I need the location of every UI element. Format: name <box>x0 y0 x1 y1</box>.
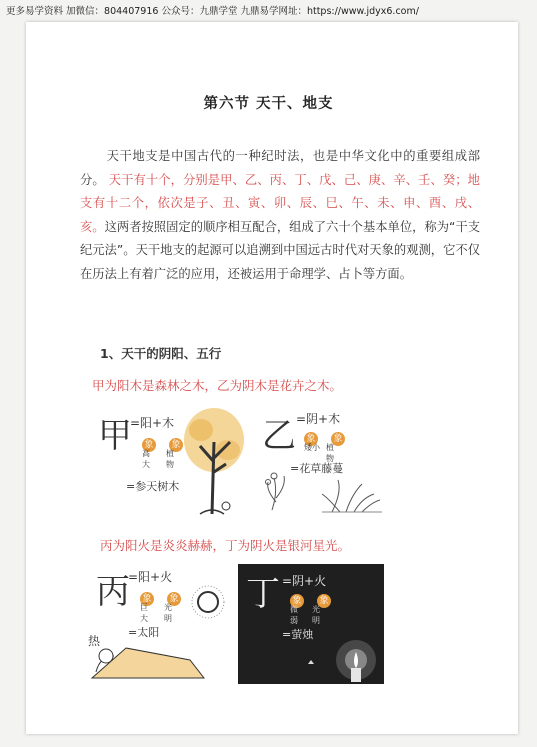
ding-sub2: 光明 <box>312 605 320 625</box>
bing-eq1: =阳+火 <box>128 570 173 584</box>
yi-eq1: =阴+木 <box>296 412 341 426</box>
illustration-jia <box>96 402 256 522</box>
ding-eq1: =阴+火 <box>282 574 327 588</box>
tag-xiang-1: 象 <box>142 438 156 452</box>
yi-sub1: 矮小 <box>304 443 320 452</box>
jia-eq2: =参天树木 <box>126 480 180 493</box>
tag-xiang-5: 象 <box>140 592 154 606</box>
jia-sub2: 植物 <box>166 449 174 469</box>
section-title: 第六节 天干、地支 <box>203 96 334 112</box>
char-bing: 丙 <box>96 572 130 612</box>
jia-sub1: 高大 <box>142 449 150 469</box>
intro-sentence-3: 这两者按照固定的顺序相互配合，组成了六十个基本单位，称为“干支纪元法”。天干地支的起源可以追溯到中国远古时代对天象的观测，它不仅在历法上有着广泛的应用，还被运用于命理学、占卜等方面。 <box>80 219 480 281</box>
yi-eq2: =花草藤蔓 <box>290 462 344 475</box>
yi-sub2: 植物 <box>326 443 334 463</box>
ding-eq2: =萤烛 <box>282 628 314 641</box>
char-jia: 甲 <box>98 416 132 456</box>
bing-sub2: 光明 <box>164 603 172 623</box>
jia-eq1: =阳+木 <box>130 416 175 430</box>
illustration-bing <box>86 560 234 684</box>
illustration-ding <box>238 564 384 684</box>
bing-re: 热 <box>88 634 101 648</box>
tag-xiang-8: 象 <box>317 594 331 608</box>
caption-jia-yi: 甲为阳木是森林之木，乙为阴木是花卉之木。 <box>92 378 343 393</box>
intro-sentence-1: 天干地支是中国古代的一种纪时法，也是中华文化中的重要组成部分。 <box>80 149 480 187</box>
bing-sub1: 巨大 <box>140 603 148 623</box>
ding-sub1: 微弱 <box>290 605 298 625</box>
tag-xiang-2: 象 <box>169 438 183 452</box>
tag-xiang-4: 象 <box>331 432 345 446</box>
tag-xiang-6: 象 <box>167 592 181 606</box>
intro-paragraph <box>80 145 480 286</box>
subsection-heading: 1、天干的阴阳、五行 <box>100 346 222 361</box>
tag-xiang-7: 象 <box>290 594 304 608</box>
char-yi: 乙 <box>262 416 296 456</box>
header-watermark: 更多易学资料 加微信：804407916 公众号：九鼎学堂 九鼎易学网址：https://www.jdyx6.com/ <box>6 6 419 17</box>
illustration-yi <box>262 402 392 522</box>
char-ding: 丁 <box>246 574 280 614</box>
intro-highlight: 天干有十个，分别是甲、乙、丙、丁、戊、己、庚、辛、壬、癸；地支有十二个，依次是子、丑、寅、卯、辰、巳、午、未、申、酉、戌、亥。 <box>80 172 480 234</box>
tag-xiang-3: 象 <box>304 432 318 446</box>
bing-eq2: =太阳 <box>128 626 160 639</box>
caption-bing-ding: 丙为阳火是炎炎赫赫，丁为阴火是银河星光。 <box>100 538 351 553</box>
